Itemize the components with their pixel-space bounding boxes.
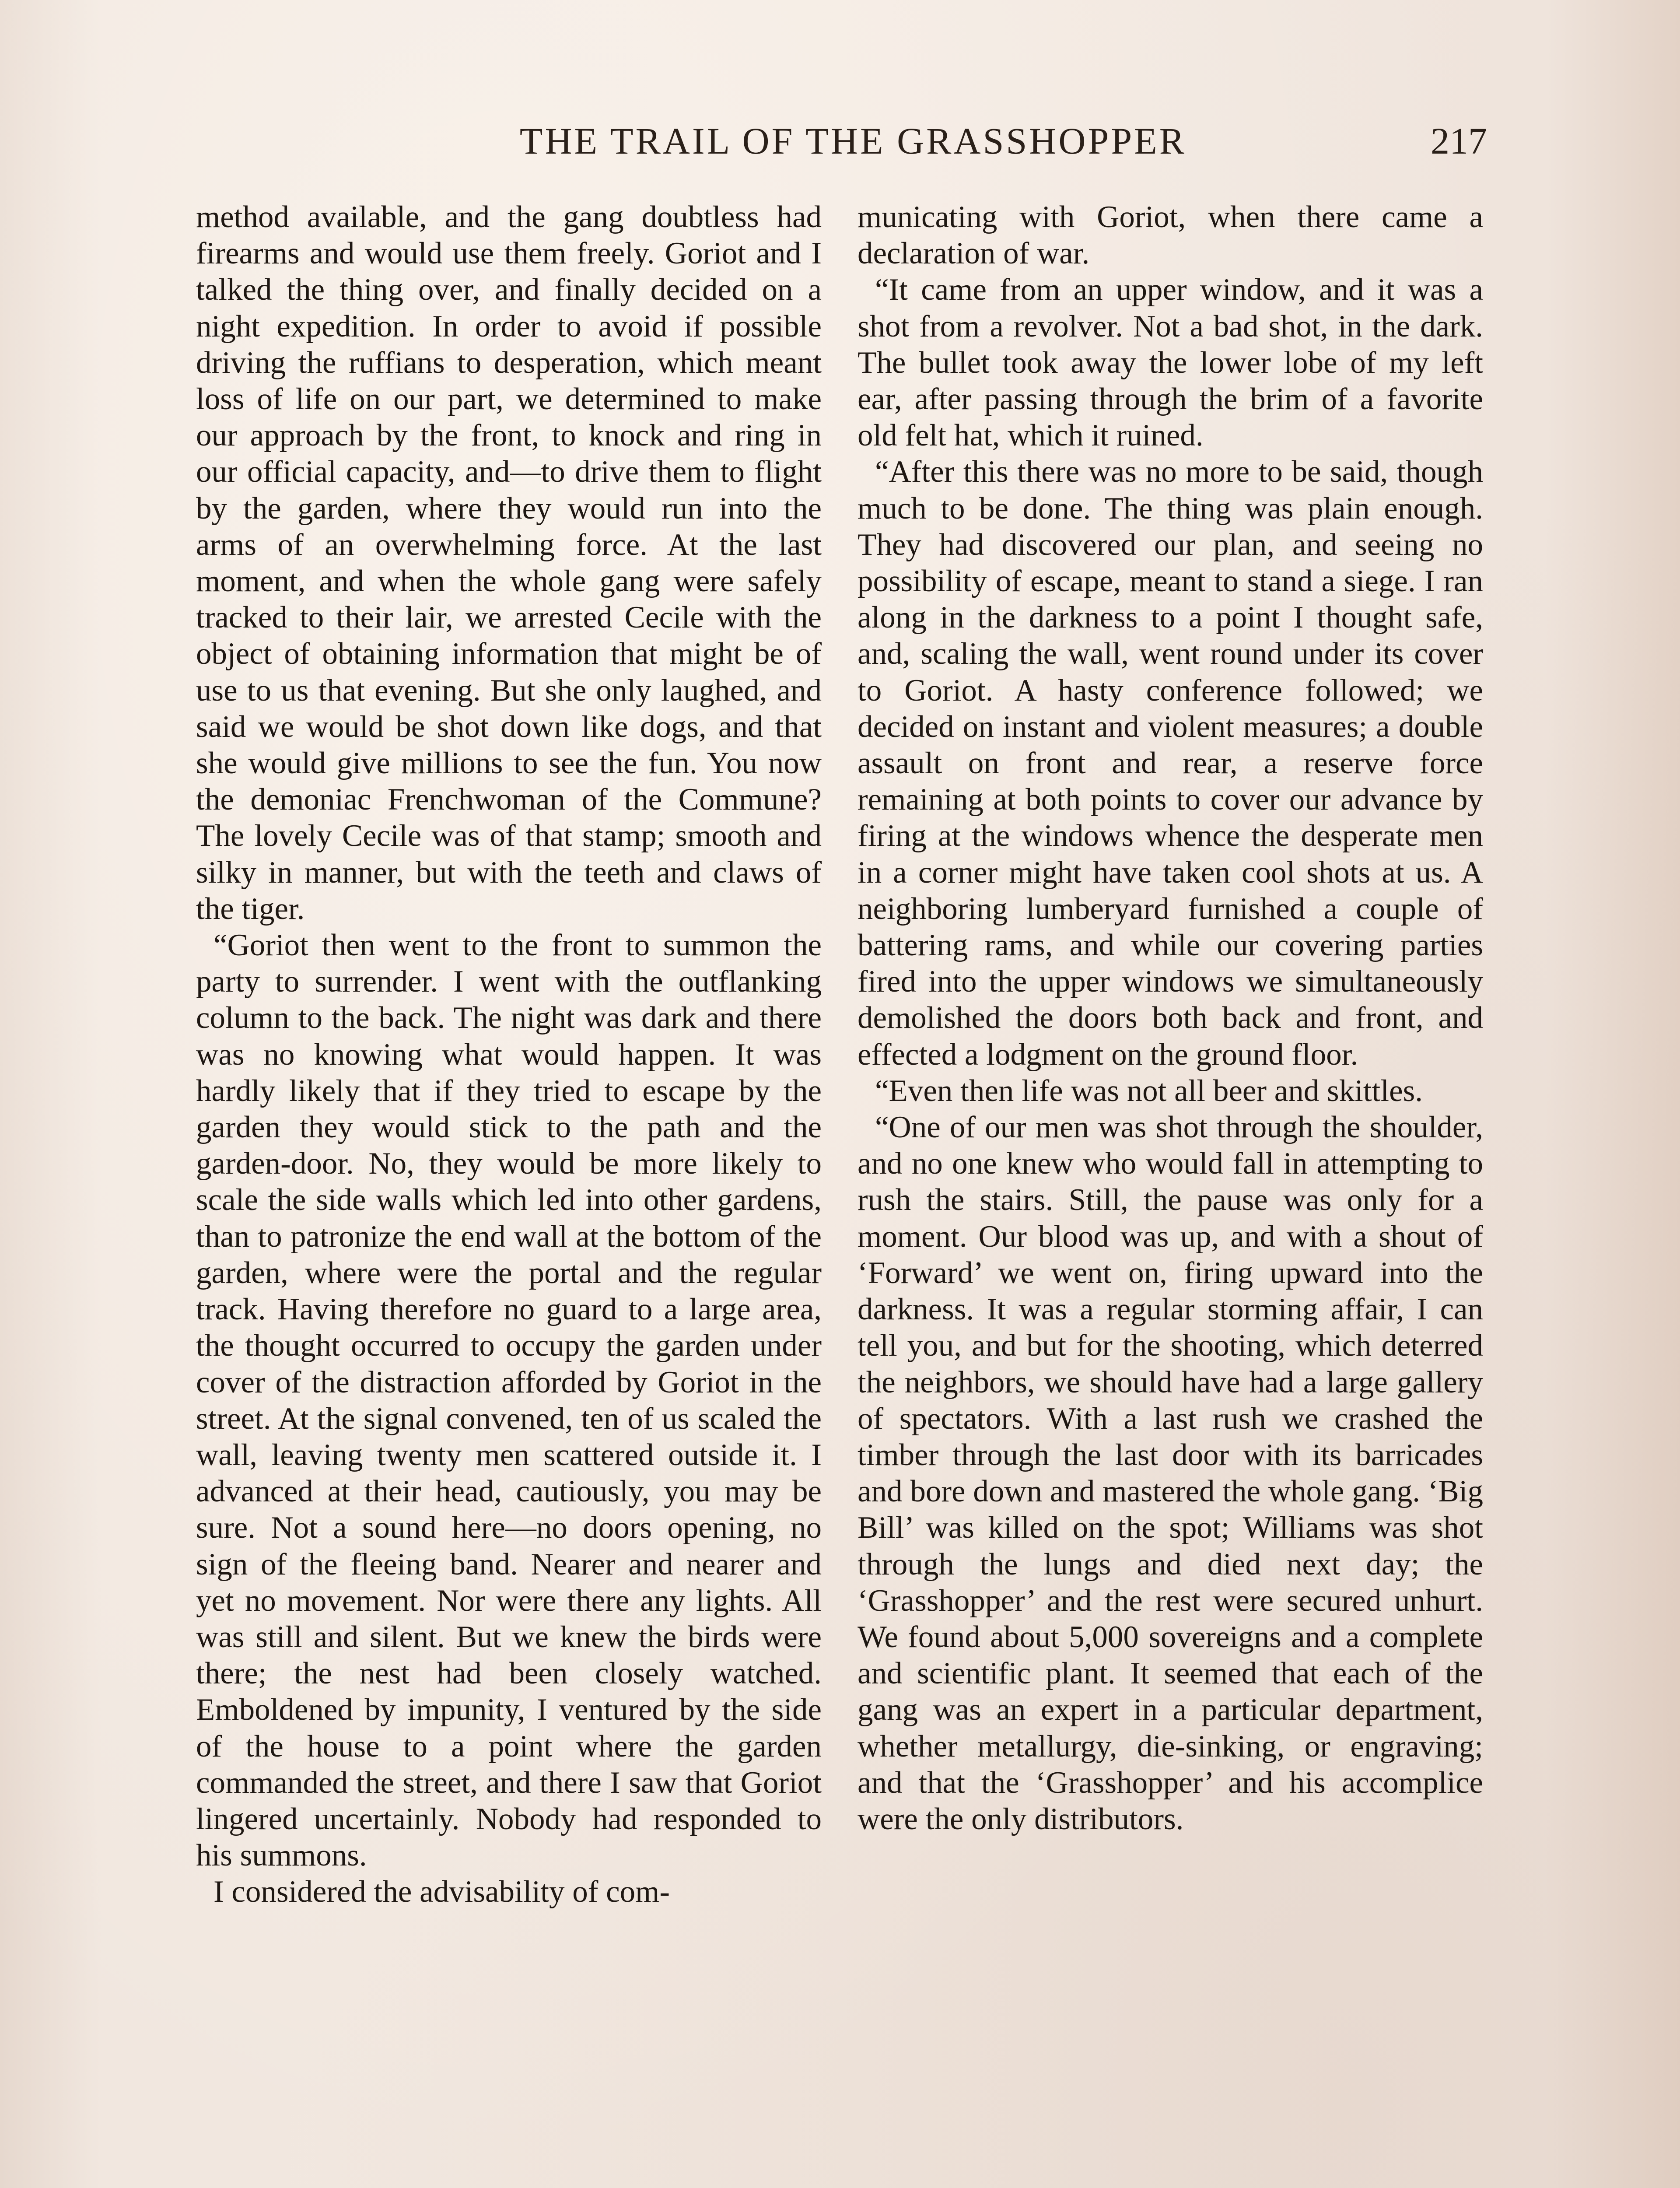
paragraph: “After this there was no more to be said, though much to be done. The thing was plain enough. They had discovered our plan, and seeing no possibility of escape, meant to stand a siege. I ran along in the darkness to a point I thought safe, and, scaling the wall, went round under its cover to Goriot. A hasty conference followed; we decided on instant and violent measures; a double assault on front and rear, a reserve force remaining at both points to cover our advance by firing at the windows whence the desperate men in a corner might have taken cool shots at us. A neighboring lumberyard furnished a couple of battering rams, and while our covering parties fired into the upper windows we simultaneously demolished the doors both back and front, and effected a lodgment on the ground floor. (858, 455, 1483, 1072)
paragraph: “Even then life was not all beer and skittles. (875, 1073, 1423, 1108)
page-number: 217 (1431, 120, 1487, 162)
paragraph: method available, and the gang doubtless had firearms and would use them freely. Goriot and I talked the thing over, and finally decided on a night expedition. In order to avoid if possible driving the ruffians to desperation, which meant loss of life on our part, we determined to make our approach by the front, to knock and ring in our official capacity, and—to drive them to flight by the garden, where they would run into the arms of an overwhelming force. At the last moment, and when the whole gang were safely tracked to their lair, we arrested Cecile with the object of obtaining information that might be of use to us that evening. But she only laughed, and said we would be shot down like dogs, and that she would give millions to see the fun. You now the demoniac Frenchwoman of the Commune? The lovely Cecile was of that stamp; smooth and silky in manner, but with the teeth and claws of the tiger. (196, 200, 822, 926)
left-column (196, 199, 822, 1911)
paragraph: I considered the advisability of com- (214, 1875, 670, 1909)
paragraph: “One of our men was shot through the shoulder, and no one knew who would fall in attempting to rush the stairs. Still, the pause was only for a moment. Our blood was up, and with a shout of ‘Forward’ we went on, firing upward into the darkness. It was a regular storming affair, I can tell you, and but for the shooting, which deterred the neighbors, we should have had a large gallery of spectators. With a last rush we crashed the timber through the last door with its barricades and bore down and mastered the whole gang. ‘Big Bill’ was killed on the spot; Williams was shot through the lungs and died next day; the ‘Grasshopper’ and the rest were secured unhurt. We found about 5,000 sovereigns and a complete and scientific plant. It seemed that each of the gang was an expert in a particular department, whether metallurgy, die-sinking, or engraving; and that the ‘Grasshopper’ and his accomplice were the only distributors. (858, 1110, 1483, 1836)
paragraph: “Goriot then went to the front to summon the party to surrender. I went with the outflanking column to the back. The night was dark and there was no knowing what would happen. It was hardly likely that if they tried to escape by the garden they would stick to the path and the garden-door. No, they would be more likely to scale the side walls which led into other gardens, than to patronize the end wall at the bottom of the garden, where were the portal and the regular track. Having therefore no guard to a large area, the thought occurred to occupy the garden under cover of the distraction afforded by Goriot in the street. At the signal convened, ten of us scaled the wall, leaving twenty men scattered outside it. I advanced at their head, cautiously, you may be sure. Not a sound here—no doors opening, no sign of the fleeing band. Nearer and nearer and yet no movement. Nor were there any lights. All was still and silent. But we knew the birds were there; the nest had been closely watched. Emboldened by impunity, I ventured by the side of the house to a point where the garden commanded the street, and there I saw that Goriot lingered uncertainly. Nobody had responded to his summons. (196, 928, 822, 1873)
right-column (858, 199, 1483, 1837)
paragraph: municating with Goriot, when there came a declaration of war. (858, 200, 1483, 271)
running-title: THE TRAIL OF THE GRASSHOPPER (519, 120, 1187, 162)
paragraph: “It came from an upper window, and it was a shot from a revolver. Not a bad shot, in the dark. The bullet took away the lower lobe of my left ear, after passing through the brim of a favorite old felt hat, which it ruined. (858, 273, 1483, 453)
